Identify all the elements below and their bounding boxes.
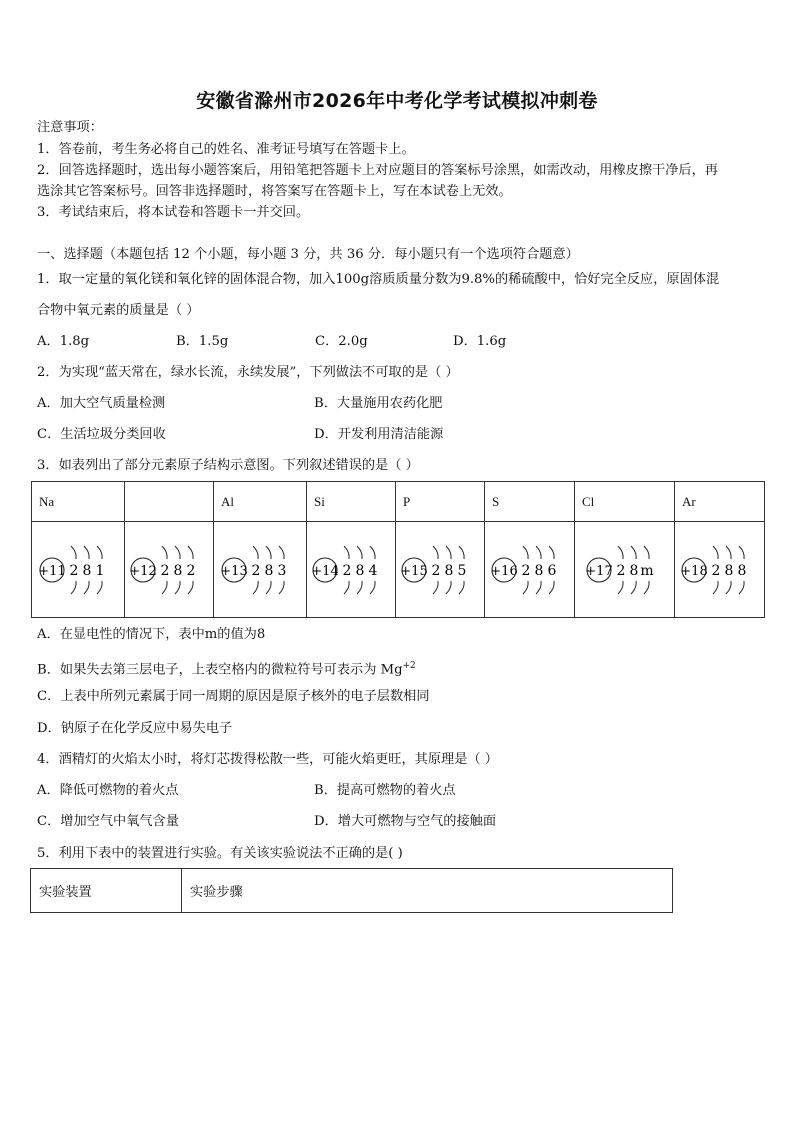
shell-arc (253, 581, 258, 594)
q1-option-c: C．2.0g (315, 334, 368, 349)
atom-diagram (490, 530, 570, 610)
shell-arc (97, 546, 102, 559)
q3-option-a: A．在显电性的情况下，表中m的值为8 (37, 627, 266, 642)
q1-option-a: A．1.8g (37, 334, 90, 349)
notice-heading: 注意事项： (37, 120, 103, 135)
q5-stem: 5．利用下表中的装置进行实验。有关该实验说法不正确的是( ) (37, 846, 403, 861)
atom-diagram (38, 530, 118, 610)
shell-arc (188, 546, 193, 559)
shell-arc (459, 546, 464, 559)
nuclear-charge-label: +11 (38, 563, 66, 579)
nuclear-charge-label: +13 (220, 563, 248, 579)
experiment-table (30, 868, 673, 913)
atom-diagram (585, 530, 665, 610)
header-al: Al (214, 482, 307, 522)
shell-electron-count: 5 (457, 562, 467, 579)
q4-stem: 4．酒精灯的火焰太小时，将灯芯拨得松散一些，可能火焰更旺，其原理是（ ） (37, 752, 498, 767)
shell-arc (644, 581, 649, 594)
shell-arc (344, 546, 349, 559)
q4-option-d: D．增大可燃物与空气的接触面 (314, 814, 497, 829)
notice-item-2-cont: 选涂其它答案标号。回答非选择题时，将答案写在答题卡上，写在本试卷上无效。 (37, 184, 512, 199)
q2-option-b: B．大量施用农药化肥 (314, 396, 443, 411)
shell-arc (713, 546, 718, 559)
shell-arc (446, 546, 451, 559)
nuclear-charge-label: +17 (584, 563, 613, 579)
shell-arc (279, 546, 284, 559)
shell-arc (71, 581, 76, 594)
charge-superscript: +2 (402, 661, 416, 671)
q2-option-c: C．生活垃圾分类回收 (37, 427, 166, 442)
shell-electron-count: 2 (160, 562, 170, 579)
shell-arc (370, 581, 375, 594)
shell-arc (175, 581, 180, 594)
header-p: P (396, 482, 485, 522)
q3-option-b (37, 657, 416, 679)
atom-cell (675, 522, 765, 618)
atom-cell (575, 522, 675, 618)
shell-arc (433, 581, 438, 594)
q1-stem-cont: 合物中氧元素的质量是（ ） (37, 303, 200, 318)
atom-diagram (129, 530, 209, 610)
shell-arc (726, 581, 731, 594)
shell-arc (618, 581, 623, 594)
shell-electron-count: 8 (724, 562, 733, 579)
shell-arc (370, 546, 375, 559)
shell-electron-count: 6 (547, 562, 556, 579)
shell-electron-count: 2 (186, 562, 196, 579)
header-si: Si (307, 482, 396, 522)
shell-arc (162, 546, 167, 559)
shell-arc (739, 581, 744, 594)
shell-arc (84, 546, 89, 559)
shell-electron-count: 2 (711, 562, 720, 579)
shell-electron-count: m (639, 562, 654, 579)
header-apparatus: 实验装置 (31, 869, 182, 913)
atom-cell (214, 522, 307, 618)
shell-arc (279, 581, 284, 594)
shell-electron-count: 8 (173, 562, 183, 579)
q2-option-d: D．开发利用清洁能源 (314, 427, 444, 442)
q3-option-b-text: B．如果失去第三层电子，上表空格内的微粒符号可表示为 Mg (37, 662, 403, 678)
q2-option-a: A．加大空气质量检测 (37, 396, 166, 411)
q3-option-d: D．钠原子在化学反应中易失电子 (37, 721, 233, 736)
shell-arc (523, 546, 528, 559)
shell-arc (162, 581, 167, 594)
nuclear-charge-label: +14 (311, 563, 339, 579)
atom-cell (32, 522, 125, 618)
shell-arc (549, 546, 554, 559)
q3-option-c: C．上表中所列元素属于同一周期的原因是原子核外的电子层数相同 (37, 689, 430, 704)
shell-arc (175, 546, 180, 559)
exam-title: 安徽省滁州市2026年中考化学考试模拟冲刺卷 (196, 90, 598, 112)
q3-stem: 3．如表列出了部分元素原子结构示意图。下列叙述错误的是（ ） (37, 458, 419, 473)
header-blank (125, 482, 214, 522)
shell-arc (536, 581, 541, 594)
q4-option-a: A．降低可燃物的着火点 (37, 783, 179, 798)
atom-diagram (220, 530, 300, 610)
section-heading: 一、选择题（本题包括 12 个小题，每小题 3 分，共 36 分．每小题只有一个选项符合题意） (37, 247, 579, 262)
shell-electron-count: 3 (277, 562, 287, 579)
atom-cell (396, 522, 485, 618)
shell-arc (357, 546, 362, 559)
shell-electron-count: 8 (444, 562, 454, 579)
shell-arc (433, 546, 438, 559)
shell-arc (523, 581, 528, 594)
shell-arc (97, 581, 102, 594)
shell-arc (631, 581, 636, 594)
shell-arc (631, 546, 636, 559)
shell-electron-count: 8 (629, 562, 638, 579)
shell-electron-count: 2 (342, 562, 352, 579)
atom-cell (485, 522, 575, 618)
shell-arc (739, 546, 744, 559)
atom-diagram (311, 530, 391, 610)
header-cl: Cl (575, 482, 675, 522)
nuclear-charge-label: +18 (679, 563, 708, 579)
shell-arc (713, 581, 718, 594)
shell-electron-count: 2 (431, 562, 441, 579)
shell-arc (726, 546, 731, 559)
shell-arc (549, 581, 554, 594)
shell-arc (446, 581, 451, 594)
header-steps: 实验步骤 (182, 869, 673, 913)
shell-arc (266, 546, 271, 559)
shell-arc (644, 546, 649, 559)
shell-electron-count: 1 (95, 562, 105, 579)
header-s: S (485, 482, 575, 522)
atom-diagram (680, 530, 760, 610)
header-na: Na (32, 482, 125, 522)
shell-electron-count: 8 (534, 562, 543, 579)
shell-arc (357, 581, 362, 594)
notice-item-1: 1．答卷前，考生务必将自己的姓名、准考证号填写在答题卡上。 (37, 142, 415, 157)
shell-arc (459, 581, 464, 594)
notice-item-3: 3．考试结束后，将本试卷和答题卡一并交回。 (37, 205, 310, 220)
shell-arc (84, 581, 89, 594)
header-ar: Ar (675, 482, 765, 522)
q1-option-d: D．1.6g (453, 334, 507, 349)
atom-cell (307, 522, 396, 618)
shell-electron-count: 2 (69, 562, 79, 579)
shell-electron-count: 2 (521, 562, 530, 579)
q1-stem: 1．取一定量的氧化镁和氧化锌的固体混合物，加入100g溶质质量分数为9.8%的稀硫酸中，恰好完全反应，原固体混 (37, 272, 720, 287)
shell-arc (618, 546, 623, 559)
shell-electron-count: 2 (251, 562, 261, 579)
q4-option-c: C．增加空气中氧气含量 (37, 814, 179, 829)
atom-diagram (400, 530, 480, 610)
shell-arc (188, 581, 193, 594)
shell-electron-count: 4 (368, 562, 378, 579)
shell-arc (344, 581, 349, 594)
shell-electron-count: 8 (355, 562, 365, 579)
shell-arc (71, 546, 76, 559)
shell-arc (253, 546, 258, 559)
atom-structure-table (31, 481, 765, 618)
notice-item-2: 2．回答选择题时，选出每小题答案后，用铅笔把答题卡上对应题目的答案标号涂黑，如需改动，用橡皮擦干净后，再 (37, 163, 718, 178)
atom-cell (125, 522, 214, 618)
nuclear-charge-label: +12 (129, 563, 157, 579)
shell-electron-count: 8 (82, 562, 92, 579)
q4-option-b: B．提高可燃物的着火点 (314, 783, 456, 798)
shell-electron-count: 8 (264, 562, 274, 579)
shell-electron-count: 8 (737, 562, 746, 579)
shell-arc (536, 546, 541, 559)
shell-arc (266, 581, 271, 594)
nuclear-charge-label: +15 (400, 563, 428, 579)
q2-stem: 2．为实现“蓝天常在，绿水长流，永续发展”，下列做法不可取的是（ ） (37, 365, 459, 380)
shell-electron-count: 2 (616, 562, 625, 579)
q1-option-b: B．1.5g (176, 334, 229, 349)
nuclear-charge-label: +16 (489, 563, 518, 579)
